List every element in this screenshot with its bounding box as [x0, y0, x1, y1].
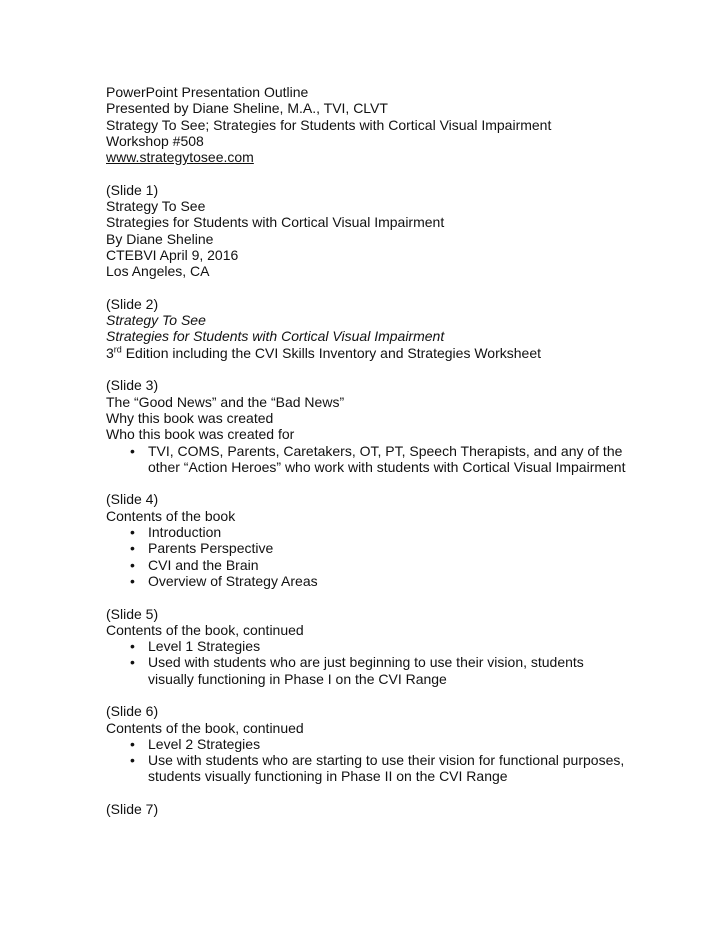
list-item: • Level 1 Strategies — [130, 638, 261, 655]
bullet-icon: • — [130, 654, 135, 671]
slide-heading: (Slide 3) — [106, 377, 159, 394]
slide-2-section — [106, 296, 626, 361]
bullet-icon: • — [130, 735, 135, 752]
bullet-icon: • — [130, 524, 135, 541]
list-item: • Overview of Strategy Areas — [130, 572, 318, 589]
bullet-icon: • — [130, 638, 135, 655]
slide-heading: (Slide 5) — [106, 605, 159, 622]
slide-line: CTEBVI April 9, 2016 — [106, 246, 239, 263]
slide-line: Strategies for Students with Cortical Visual Impairment — [106, 214, 445, 231]
bullet-icon: • — [130, 752, 135, 769]
list-item: • Used with students who are just beginning to use their vision, students visually functioning in Phase I on the CVI Range — [130, 654, 584, 687]
list-item: • CVI and the Brain — [130, 556, 259, 573]
slide-heading: (Slide 7) — [106, 801, 159, 818]
list-item: • TVI, COMS, Parents, Caretakers, OT, PT, Speech Therapists, and any of the other “Action Heroes” who work with students with Cortical Visual Impairment — [130, 442, 626, 475]
document-header — [106, 84, 626, 165]
bullet-list — [106, 443, 626, 476]
slide-line: Contents of the book, continued — [106, 621, 304, 638]
slide-line: Los Angeles, CA — [106, 263, 210, 280]
slide-7-section — [106, 801, 626, 817]
slide-line: Who this book was created for — [106, 426, 295, 443]
book-subtitle: Strategies for Students with Cortical Visual Impairment — [106, 328, 445, 345]
edition-text: Edition including the CVI Skills Inventory and Strategies Worksheet — [121, 344, 541, 361]
slide-line: Contents of the book — [106, 507, 236, 524]
slide-line: Why this book was created — [106, 409, 274, 426]
list-item: • Introduction — [130, 524, 222, 541]
bullet-icon: • — [130, 572, 135, 589]
slide-heading: (Slide 2) — [106, 295, 159, 312]
edition-number: 3 — [106, 344, 114, 361]
bullet-icon: • — [130, 442, 135, 459]
slide-heading: (Slide 4) — [106, 491, 159, 508]
bullet-icon: • — [130, 540, 135, 557]
header-line-presenter: Presented by Diane Sheline, M.A., TVI, CLVT — [106, 100, 388, 117]
slide-line: Contents of the book, continued — [106, 719, 304, 736]
bullet-list — [106, 736, 626, 785]
list-item: • Level 2 Strategies — [130, 735, 261, 752]
bullet-list — [106, 524, 626, 589]
header-line-workshop: Workshop #508 — [106, 132, 204, 149]
slide-line: Strategy To See — [106, 198, 206, 215]
slide-4-section — [106, 491, 626, 589]
slide-heading: (Slide 1) — [106, 181, 159, 198]
website-link[interactable]: www.strategytosee.com — [106, 149, 254, 166]
header-line-subject: Strategy To See; Strategies for Students with Cortical Visual Impairment — [106, 116, 552, 133]
header-line-title: PowerPoint Presentation Outline — [106, 84, 309, 100]
slide-line: By Diane Sheline — [106, 230, 214, 247]
book-title: Strategy To See — [106, 312, 206, 329]
slide-heading: (Slide 6) — [106, 703, 159, 720]
slide-5-section — [106, 606, 626, 687]
slide-1-section — [106, 182, 626, 280]
edition-suffix: rd — [113, 344, 122, 355]
list-item: • Use with students who are starting to use their vision for functional purposes, students visually functioning in Phase II on the CVI Range — [130, 752, 625, 785]
bullet-icon: • — [130, 556, 135, 573]
list-item: • Parents Perspective — [130, 540, 274, 557]
slide-3-section — [106, 377, 626, 475]
edition-line — [106, 345, 626, 361]
slide-line: The “Good News” and the “Bad News” — [106, 393, 345, 410]
slide-6-section — [106, 703, 626, 784]
document-page — [106, 84, 626, 817]
bullet-list — [106, 638, 626, 687]
